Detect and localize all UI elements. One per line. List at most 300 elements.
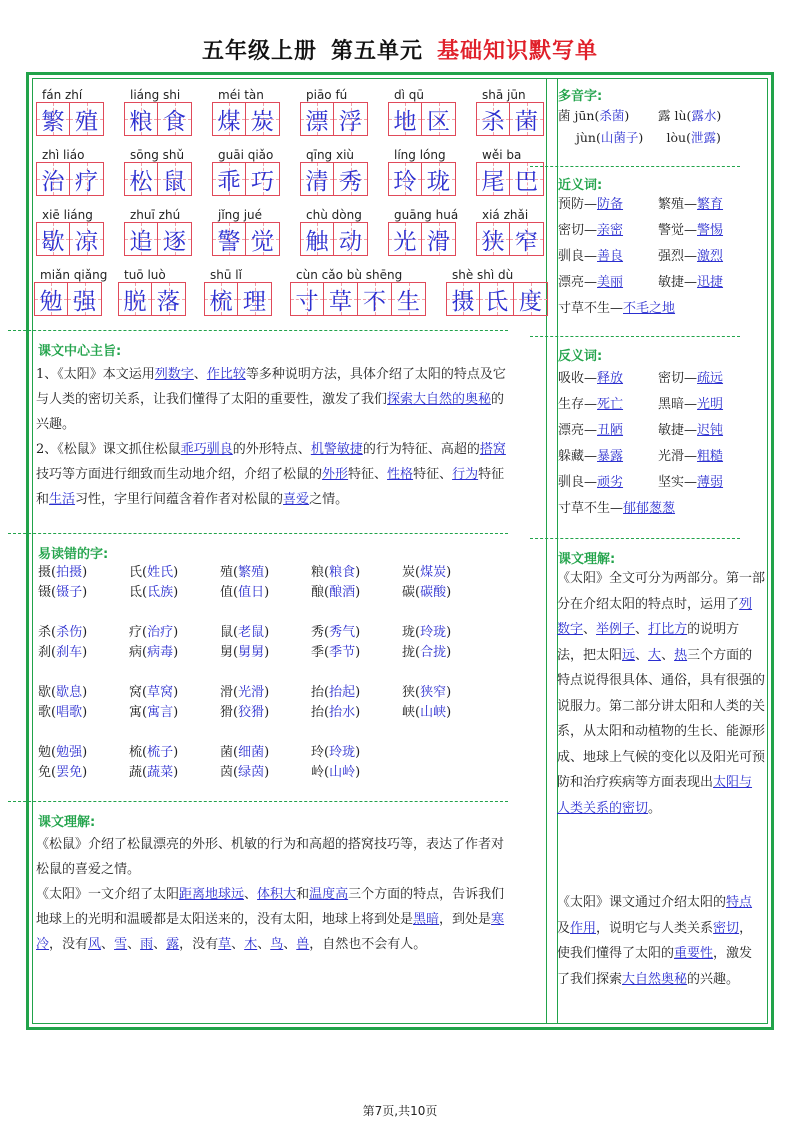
vocab-char: 动	[339, 228, 362, 255]
error-paren: (	[51, 565, 57, 580]
vocab-char-box	[152, 282, 186, 316]
error-paren: )	[446, 645, 452, 660]
error-paren: (	[51, 585, 57, 600]
understanding-right-p2	[557, 890, 765, 992]
vocab-boxes	[290, 282, 426, 316]
error-char: 蔬	[129, 765, 143, 780]
error-paren: )	[173, 645, 179, 660]
synonym-pair	[558, 296, 758, 322]
error-paren: )	[355, 645, 361, 660]
antonym-word: 寸草不生	[558, 501, 611, 516]
theme-p2-text: 特征、	[413, 467, 453, 482]
synonym-pair	[558, 270, 658, 296]
vocab-char: 警	[217, 228, 241, 255]
error-paren: )	[446, 625, 452, 640]
vocab-boxes	[476, 162, 544, 196]
synonym-answer: 美丽	[597, 275, 624, 290]
vocab-char-box	[358, 282, 392, 316]
vocab-boxes	[476, 102, 544, 136]
antonym-word: 漂亮	[558, 423, 585, 438]
error-word: 镊子	[56, 585, 83, 600]
error-word: 歇息	[56, 685, 83, 700]
antonym-row	[558, 418, 758, 444]
page-footer: 第7页,共10页	[362, 1104, 438, 1118]
error-item	[38, 683, 129, 703]
vocab-char-box	[124, 162, 158, 196]
vocab-char: 炭	[251, 108, 274, 135]
error-paren: (	[415, 705, 421, 720]
vocab-char-box	[446, 282, 480, 316]
vocab-char: 逐	[163, 228, 186, 255]
error-paren: (	[324, 625, 330, 640]
error-paren: (	[142, 685, 148, 700]
vocab-char-box	[34, 282, 68, 316]
vocab-char-box	[68, 282, 102, 316]
vocab-boxes	[34, 282, 102, 316]
antonym-row	[558, 444, 758, 470]
vocab-char-box	[480, 282, 514, 316]
error-char: 氏	[129, 565, 143, 580]
theme-p2-text: 技巧等方面进行细致而生动地介绍，介绍了松鼠的	[36, 467, 323, 482]
ul-p2-text: ，没有	[179, 937, 219, 952]
title-subject: 基础知识默写单	[437, 39, 599, 64]
polyphone-reading: 露 lù(	[658, 108, 692, 123]
error-paren: )	[82, 585, 88, 600]
ur-p1-answer: 大	[648, 647, 662, 663]
ul-p2-answer: 温度高	[309, 887, 349, 902]
antonym-word: 驯良	[558, 475, 585, 490]
error-paren: )	[355, 625, 361, 640]
vocab-pinyin: fán zhí	[42, 88, 83, 102]
error-char: 鼠	[220, 625, 234, 640]
vocab-char: 勉	[39, 288, 63, 315]
ur-p1-answer: 打比方	[648, 622, 688, 637]
understanding-left-title: 课文理解:	[38, 815, 96, 830]
error-row	[38, 563, 493, 583]
error-item	[129, 683, 220, 703]
error-paren: (	[233, 565, 239, 580]
vocab-char-box	[212, 102, 246, 136]
error-word: 舅舅	[238, 645, 265, 660]
vocab-char-box	[246, 222, 280, 256]
vocab-char-box	[476, 222, 510, 256]
antonym-dash: —	[684, 423, 698, 438]
ur-p1-answer: 太阳与人类关系的密切	[557, 775, 753, 816]
error-char: 茵	[220, 765, 234, 780]
error-item	[402, 623, 493, 643]
polyphone-reading: 菌 jūn(	[558, 108, 600, 123]
error-char: 杀	[38, 625, 52, 640]
vocab-char-box	[124, 222, 158, 256]
antonym-dash: —	[684, 475, 698, 490]
error-word: 煤炭	[420, 565, 447, 580]
error-word: 绿茵	[238, 765, 265, 780]
error-item	[129, 563, 220, 583]
ul-p2-text: ，到处是	[439, 912, 492, 927]
synonym-dash: —	[684, 197, 698, 212]
vocab-boxes	[300, 222, 368, 256]
antonym-answer: 丑陋	[597, 423, 624, 438]
error-char: 寓	[129, 705, 143, 720]
error-paren: )	[264, 705, 270, 720]
error-paren: (	[142, 645, 148, 660]
vocab-char-box	[510, 222, 544, 256]
vocab-char: 菌	[515, 108, 538, 135]
error-paren: (	[415, 645, 421, 660]
error-paren: (	[415, 625, 421, 640]
vocab-char: 不	[363, 288, 386, 315]
error-char: 玲	[311, 745, 325, 760]
vocab-char-box	[422, 162, 456, 196]
vocab-char: 狭	[481, 228, 505, 255]
section-divider	[530, 166, 740, 167]
vocab-char: 尾	[481, 168, 505, 195]
vocab-pinyin: guāng huá	[394, 208, 459, 222]
vocab-boxes	[124, 222, 192, 256]
error-item	[38, 763, 129, 783]
antonym-answer: 死亡	[597, 397, 624, 412]
vocab-char: 光	[393, 228, 417, 255]
vocab-char: 杀	[481, 108, 505, 135]
vocab-pinyin: piāo fú	[306, 88, 348, 102]
vocab-boxes	[476, 222, 544, 256]
vocab-char: 松	[129, 168, 153, 195]
error-item	[220, 623, 311, 643]
error-char: 镊	[38, 585, 52, 600]
error-group	[38, 623, 493, 663]
synonym-answer: 激烈	[697, 249, 724, 264]
error-item	[402, 563, 493, 583]
vocab-boxes	[36, 102, 104, 136]
vocab-char: 歇	[41, 228, 65, 255]
error-paren: )	[173, 745, 179, 760]
antonym-answer: 粗糙	[697, 449, 724, 464]
ul-p2-text: 、	[127, 937, 141, 952]
error-row	[38, 623, 493, 643]
vocab-char: 浮	[339, 108, 362, 135]
error-item	[311, 683, 402, 703]
error-paren: (	[415, 565, 421, 580]
vocab-char: 寸	[295, 288, 319, 315]
antonym-word: 黑暗	[658, 397, 685, 412]
vocab-char: 凉	[75, 228, 98, 255]
error-paren: )	[173, 565, 179, 580]
vocab-char: 巧	[251, 168, 274, 195]
error-paren: )	[355, 745, 361, 760]
error-paren: )	[355, 565, 361, 580]
vocab-char: 理	[243, 288, 266, 315]
error-paren: )	[82, 705, 88, 720]
theme-p1-answer: 探索大自然的奥秘	[387, 392, 492, 407]
ul-p2-text: ，自然也不会有人。	[309, 937, 427, 952]
polyphone-word: 山菌子	[600, 130, 639, 145]
vocab-char-box	[212, 162, 246, 196]
antonym-row	[558, 392, 758, 418]
antonym-answer: 疏远	[697, 371, 724, 386]
error-paren: (	[324, 585, 330, 600]
error-paren: )	[173, 625, 179, 640]
vocab-char-box	[70, 102, 104, 136]
error-item	[38, 703, 129, 723]
ur-p1-answer: 列数字	[557, 596, 753, 637]
error-char: 值	[220, 585, 234, 600]
synonym-row	[558, 218, 758, 244]
error-paren: )	[355, 685, 361, 700]
error-word: 秀气	[329, 625, 356, 640]
error-row	[38, 743, 493, 763]
ul-p2-text: 和	[296, 887, 310, 902]
error-char: 碳	[402, 585, 416, 600]
vocab-char: 巴	[515, 168, 538, 195]
vocab-boxes	[446, 282, 548, 316]
ul-p2-answer: 鸟	[270, 937, 284, 952]
error-word: 姓氏	[147, 565, 174, 580]
error-word: 狭窄	[420, 685, 447, 700]
vocab-char: 清	[305, 168, 329, 195]
understanding-right-title: 课文理解:	[558, 552, 616, 567]
error-item	[220, 703, 311, 723]
error-paren: (	[51, 645, 57, 660]
theme-title: 课文中心主旨:	[38, 344, 122, 359]
vocab-char-box	[158, 102, 192, 136]
understanding-right-p1	[557, 566, 765, 821]
error-char: 舅	[220, 645, 234, 660]
polyphone-word: 露水	[691, 108, 717, 123]
error-item	[129, 643, 220, 663]
antonym-dash: —	[684, 449, 698, 464]
error-paren: )	[446, 565, 452, 580]
error-word: 繁殖	[238, 565, 265, 580]
synonym-dash: —	[684, 223, 698, 238]
vocab-char-box	[334, 102, 368, 136]
synonym-word: 密切	[558, 223, 585, 238]
error-word: 细菌	[238, 745, 265, 760]
error-paren: (	[233, 745, 239, 760]
vocab-char: 区	[427, 108, 450, 135]
vocab-char-box	[300, 102, 334, 136]
synonym-answer: 迅捷	[697, 275, 724, 290]
error-paren: )	[355, 705, 361, 720]
antonym-pair	[658, 366, 758, 392]
error-word: 病毒	[147, 645, 174, 660]
synonym-pair	[658, 218, 758, 244]
vocab-char-box	[300, 222, 334, 256]
error-word: 狡猾	[238, 705, 265, 720]
theme-p2-answer: 外形	[322, 467, 349, 482]
vocab-char: 滑	[427, 228, 450, 255]
error-char: 炭	[402, 565, 416, 580]
error-char: 殖	[220, 565, 234, 580]
error-item	[311, 763, 402, 783]
synonym-answer: 繁育	[697, 197, 724, 212]
ul-p2-text: 、	[244, 887, 258, 902]
error-paren: )	[82, 765, 88, 780]
section-divider	[8, 330, 508, 331]
vocab-char: 漂	[305, 108, 329, 135]
vocab-boxes	[118, 282, 186, 316]
vocab-char: 觉	[251, 228, 274, 255]
error-word: 碳酸	[420, 585, 447, 600]
theme-p2-answer: 行为	[452, 467, 479, 482]
error-paren: (	[142, 565, 148, 580]
polyphone-paren: )	[638, 130, 644, 145]
ur-p2-text: 的兴趣。	[687, 971, 740, 987]
vocab-boxes	[212, 222, 280, 256]
error-row	[38, 703, 493, 723]
antonym-dash: —	[584, 449, 598, 464]
vocab-char: 玲	[393, 168, 417, 195]
vocab-pinyin: guāi qiǎo	[218, 148, 274, 162]
page-title	[0, 34, 800, 65]
theme-p2-answer: 喜爱	[283, 492, 310, 507]
ul-p2-text: ，没有	[49, 937, 89, 952]
error-paren: (	[324, 685, 330, 700]
synonym-word: 寸草不生	[558, 301, 611, 316]
synonym-word: 驯良	[558, 249, 585, 264]
theme-p2-answer: 生活	[49, 492, 76, 507]
vocab-char: 煤	[217, 108, 241, 135]
vocab-char: 窄	[515, 228, 538, 255]
error-char: 抬	[311, 685, 325, 700]
vocab-char-box	[36, 102, 70, 136]
polyphone-word: 杀菌	[599, 108, 625, 123]
vocab-char-box	[246, 102, 280, 136]
theme-p1-text: 、	[193, 367, 207, 382]
error-paren: (	[142, 705, 148, 720]
polyphone-item	[576, 127, 667, 149]
error-paren: (	[324, 705, 330, 720]
synonym-dash: —	[610, 301, 624, 316]
ul-p2-answer: 木	[244, 937, 258, 952]
antonym-word: 躲藏	[558, 449, 585, 464]
error-item	[129, 743, 220, 763]
error-item	[402, 703, 493, 723]
vocab-char: 脱	[123, 288, 147, 315]
error-paren: )	[82, 685, 88, 700]
vocab-char-box	[422, 222, 456, 256]
ur-p1-text: 、	[635, 622, 649, 637]
vocab-char-box	[476, 162, 510, 196]
error-char: 疗	[129, 625, 143, 640]
synonym-answer: 警惕	[697, 223, 724, 238]
error-item	[220, 563, 311, 583]
error-paren: )	[355, 585, 361, 600]
section-divider	[8, 533, 508, 534]
vocab-char-box	[124, 102, 158, 136]
error-char: 拢	[402, 645, 416, 660]
error-paren: )	[264, 765, 270, 780]
synonym-word: 繁殖	[658, 197, 685, 212]
vocab-pinyin: liáng shi	[130, 88, 181, 102]
error-paren: (	[324, 565, 330, 580]
error-group	[38, 563, 493, 603]
error-word: 值日	[238, 585, 265, 600]
error-paren: )	[82, 625, 88, 640]
error-char: 秀	[311, 625, 325, 640]
polyphone-item	[658, 105, 748, 127]
theme-paragraph-1	[36, 362, 506, 437]
error-char: 峡	[402, 705, 416, 720]
antonym-pair	[658, 444, 758, 470]
error-paren: )	[264, 585, 270, 600]
vocab-char: 食	[163, 108, 186, 135]
error-word: 氐族	[147, 585, 174, 600]
synonym-pair	[558, 192, 658, 218]
section-divider	[530, 336, 740, 337]
vocab-char-box	[238, 282, 272, 316]
antonym-pair	[658, 418, 758, 444]
error-item	[311, 643, 402, 663]
error-item	[129, 583, 220, 603]
theme-p1-text: 1、《太阳》本文运用	[36, 367, 155, 382]
synonym-dash: —	[584, 197, 598, 212]
error-item	[311, 703, 402, 723]
polyphone-reading: jùn(	[576, 130, 601, 145]
error-paren: (	[142, 765, 148, 780]
error-paren: )	[173, 705, 179, 720]
theme-p1-text: 等多种说明方法，具体介绍了太阳的特点及它与人类的密切关系，让我们懂得了太阳的重要性，激发了我们	[36, 367, 506, 407]
error-item	[220, 763, 311, 783]
error-row	[38, 583, 493, 603]
error-paren: (	[51, 745, 57, 760]
error-item	[38, 643, 129, 663]
vocab-pinyin: xiá zhǎi	[482, 208, 529, 222]
ur-p1-answer: 热	[674, 647, 688, 663]
antonym-pair	[658, 392, 758, 418]
vocab-char-box	[388, 102, 422, 136]
error-item	[402, 583, 493, 603]
error-paren: (	[51, 765, 57, 780]
error-word: 玲珑	[329, 745, 356, 760]
theme-p2-text: 的外形特点、	[232, 442, 311, 457]
vocab-boxes	[300, 162, 368, 196]
vocab-pinyin: shā jūn	[482, 88, 526, 102]
vocab-char: 落	[157, 288, 180, 315]
ur-p2-text: ，使我们懂得了太阳的	[557, 920, 753, 961]
error-char: 抬	[311, 705, 325, 720]
ur-p1-text: 、	[661, 647, 675, 663]
synonyms-list	[558, 192, 758, 322]
error-paren: (	[142, 625, 148, 640]
antonym-pair	[558, 470, 658, 496]
ur-p1-text: 。	[648, 800, 662, 816]
error-char: 刹	[38, 645, 52, 660]
error-char: 歇	[38, 685, 52, 700]
error-word: 抬起	[329, 685, 356, 700]
ul-p2-answer: 雨	[140, 937, 154, 952]
vocab-boxes	[212, 102, 280, 136]
vocab-char-box	[158, 222, 192, 256]
vocab-boxes	[388, 102, 456, 136]
error-char: 歌	[38, 705, 52, 720]
vocab-char-box	[246, 162, 280, 196]
vocab-char-box	[510, 102, 544, 136]
vocab-pinyin: wěi ba	[482, 148, 522, 162]
error-row	[38, 643, 493, 663]
vocab-char-box	[334, 222, 368, 256]
ur-p2-text: 及	[557, 920, 571, 936]
error-word: 酿酒	[329, 585, 356, 600]
synonym-answer: 不毛之地	[623, 301, 676, 316]
synonym-row	[558, 192, 758, 218]
antonym-word: 密切	[658, 371, 685, 386]
ul-p2-text: 《太阳》一文介绍了太阳	[36, 887, 180, 902]
error-paren: )	[446, 585, 452, 600]
error-char: 摄	[38, 565, 52, 580]
error-char: 酿	[311, 585, 325, 600]
theme-p1-text: 的兴趣。	[36, 392, 505, 432]
vocab-pinyin: líng lóng	[394, 148, 446, 162]
